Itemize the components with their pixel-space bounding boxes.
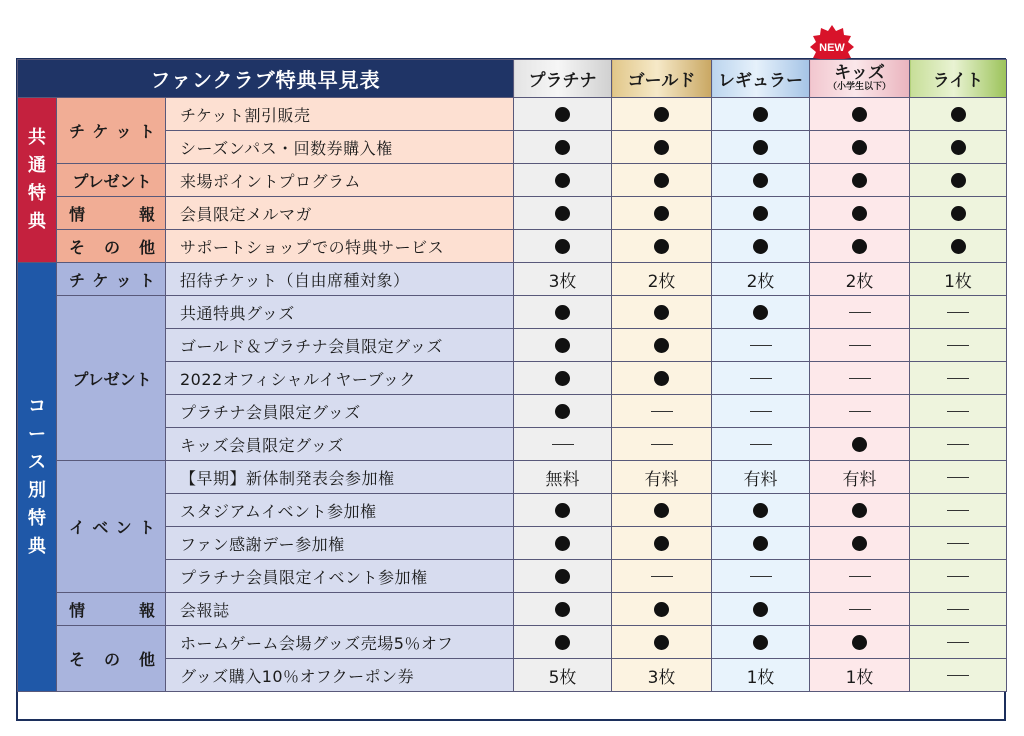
value-cell (612, 164, 712, 197)
dash-icon (750, 576, 772, 577)
filled-circle-icon (555, 338, 570, 353)
filled-circle-icon (555, 305, 570, 320)
filled-circle-icon (951, 206, 966, 221)
filled-circle-icon (852, 206, 867, 221)
filled-circle-icon (753, 536, 768, 551)
header-row (18, 60, 1007, 98)
group-char: 典 (28, 211, 46, 232)
filled-circle-icon (852, 503, 867, 518)
group-common (18, 98, 57, 263)
value-cell (514, 395, 612, 428)
value-cell (712, 527, 810, 560)
filled-circle-icon (951, 173, 966, 188)
value-cell (612, 626, 712, 659)
category-char: ケ (92, 122, 109, 141)
value-cell (910, 362, 1007, 395)
value-cell (514, 230, 612, 263)
value-cell (612, 494, 712, 527)
filled-circle-icon (852, 437, 867, 452)
value-cell (514, 164, 612, 197)
group-char: 別 (28, 480, 46, 501)
table-row (18, 263, 1007, 296)
value-cell (810, 428, 910, 461)
category-present (57, 296, 166, 461)
value-cell (612, 560, 712, 593)
benefit-label: ゴールド＆プラチナ会員限定グッズ (166, 329, 514, 362)
category-char: イ (69, 518, 86, 537)
category-char: の (103, 237, 120, 257)
value-cell (712, 626, 810, 659)
benefit-label: サポートショップでの特典サービス (166, 230, 514, 263)
dash-icon (849, 378, 871, 379)
value-cell (612, 131, 712, 164)
filled-circle-icon (852, 536, 867, 551)
filled-circle-icon (555, 173, 570, 188)
table-row (18, 626, 1007, 659)
value-cell: 1枚 (910, 263, 1007, 296)
dash-icon (947, 411, 969, 412)
filled-circle-icon (951, 140, 966, 155)
table-row (18, 593, 1007, 626)
dash-icon (947, 510, 969, 511)
benefit-label: 2022オフィシャルイヤーブック (166, 362, 514, 395)
filled-circle-icon (654, 503, 669, 518)
value-cell (514, 494, 612, 527)
filled-circle-icon (753, 602, 768, 617)
group-char: ー (28, 424, 46, 445)
dash-icon (651, 576, 673, 577)
value-cell (612, 197, 712, 230)
group-char: コ (28, 396, 46, 417)
value-cell (810, 329, 910, 362)
filled-circle-icon (555, 635, 570, 650)
category-char: 情 (69, 600, 86, 620)
dash-icon (849, 576, 871, 577)
benefit-label: キッズ会員限定グッズ (166, 428, 514, 461)
value-cell (612, 98, 712, 131)
filled-circle-icon (654, 107, 669, 122)
value-cell (514, 197, 612, 230)
table-row (18, 98, 1007, 131)
value-cell: 3枚 (514, 263, 612, 296)
category-char: ト (138, 518, 155, 537)
group-char: ス (28, 452, 46, 473)
category-char: ト (138, 122, 155, 141)
category-char: ベ (92, 518, 109, 537)
filled-circle-icon (555, 206, 570, 221)
filled-circle-icon (753, 140, 768, 155)
filled-circle-icon (753, 206, 768, 221)
value-cell (910, 560, 1007, 593)
category-char: そ (69, 650, 86, 669)
value-cell (612, 593, 712, 626)
dash-icon (849, 411, 871, 412)
dash-icon (947, 312, 969, 313)
filled-circle-icon (753, 503, 768, 518)
table-row (18, 296, 1007, 329)
category-char: 情 (69, 204, 86, 224)
value-cell (514, 98, 612, 131)
value-cell (712, 362, 810, 395)
group-char: 共 (28, 127, 46, 148)
filled-circle-icon (654, 338, 669, 353)
value-cell (810, 197, 910, 230)
category-char: そ (69, 237, 86, 257)
filled-circle-icon (951, 107, 966, 122)
table-title: ファンクラブ特典早見表 (18, 60, 514, 98)
dash-icon (947, 609, 969, 610)
dash-icon (947, 477, 969, 478)
value-cell: 有料 (612, 461, 712, 494)
value-cell (810, 494, 910, 527)
category-char: ン (115, 518, 132, 537)
filled-circle-icon (555, 239, 570, 254)
kids-label: キッズ (834, 63, 885, 83)
value-cell (910, 659, 1007, 692)
value-cell (810, 164, 910, 197)
value-cell (712, 395, 810, 428)
value-cell (712, 494, 810, 527)
filled-circle-icon (555, 140, 570, 155)
filled-circle-icon (654, 140, 669, 155)
category-info (57, 593, 166, 626)
value-cell (514, 428, 612, 461)
value-cell: 有料 (810, 461, 910, 494)
benefit-label: 来場ポイントプログラム (166, 164, 514, 197)
benefit-label: プラチナ会員限定グッズ (166, 395, 514, 428)
dash-icon (947, 675, 969, 676)
value-cell (612, 395, 712, 428)
table-row (18, 461, 1007, 494)
value-cell (910, 197, 1007, 230)
group-char: 通 (28, 155, 46, 176)
value-cell (910, 395, 1007, 428)
category-other (57, 626, 166, 692)
table-row (18, 230, 1007, 263)
value-cell (810, 296, 910, 329)
filled-circle-icon (654, 239, 669, 254)
value-cell (612, 329, 712, 362)
table-row (18, 395, 1007, 428)
table-row (18, 560, 1007, 593)
dash-icon (750, 411, 772, 412)
dash-icon (552, 444, 574, 445)
value-cell (514, 626, 612, 659)
value-cell (712, 131, 810, 164)
filled-circle-icon (753, 107, 768, 122)
value-cell (810, 593, 910, 626)
table-row (18, 362, 1007, 395)
value-cell (514, 329, 612, 362)
dash-icon (947, 345, 969, 346)
filled-circle-icon (654, 206, 669, 221)
benefit-label: ファン感謝デー参加権 (166, 527, 514, 560)
category-other (57, 230, 166, 263)
group-char: 特 (28, 183, 46, 204)
value-cell (712, 230, 810, 263)
value-cell (810, 527, 910, 560)
value-cell (910, 593, 1007, 626)
dash-icon (651, 411, 673, 412)
value-cell (910, 131, 1007, 164)
benefit-label: プラチナ会員限定イベント参加権 (166, 560, 514, 593)
value-cell (910, 461, 1007, 494)
benefit-label: 【早期】新体制発表会参加権 (166, 461, 514, 494)
benefits-table (17, 59, 1007, 692)
filled-circle-icon (555, 371, 570, 386)
filled-circle-icon (555, 503, 570, 518)
value-cell (712, 560, 810, 593)
value-cell (910, 527, 1007, 560)
value-cell (612, 527, 712, 560)
dash-icon (947, 642, 969, 643)
value-cell (910, 296, 1007, 329)
column-header-gold: ゴールド (612, 60, 712, 98)
value-cell (810, 560, 910, 593)
filled-circle-icon (654, 635, 669, 650)
benefit-label: グッズ購入10％オフクーポン券 (166, 659, 514, 692)
category-char: の (103, 650, 120, 669)
filled-circle-icon (654, 173, 669, 188)
column-header-regular: レギュラー (712, 60, 810, 98)
value-cell (514, 296, 612, 329)
filled-circle-icon (852, 635, 867, 650)
category-info (57, 197, 166, 230)
benefit-label: ホームゲーム会場グッズ売場5％オフ (166, 626, 514, 659)
value-cell (810, 98, 910, 131)
category-char: 他 (138, 237, 155, 257)
group-char: 典 (28, 536, 46, 557)
filled-circle-icon (555, 602, 570, 617)
value-cell (810, 131, 910, 164)
dash-icon (651, 444, 673, 445)
benefit-label: スタジアムイベント参加権 (166, 494, 514, 527)
value-cell (810, 362, 910, 395)
category-present (57, 164, 166, 197)
category-char: チ (69, 270, 86, 290)
value-cell (514, 131, 612, 164)
dash-icon (849, 345, 871, 346)
value-cell: 2枚 (612, 263, 712, 296)
value-cell (910, 329, 1007, 362)
table-row (18, 494, 1007, 527)
category-char: ト (138, 270, 155, 290)
value-cell (910, 98, 1007, 131)
filled-circle-icon (753, 173, 768, 188)
filled-circle-icon (852, 140, 867, 155)
value-cell (810, 626, 910, 659)
filled-circle-icon (753, 239, 768, 254)
filled-circle-icon (654, 305, 669, 320)
category-ticket (57, 98, 166, 164)
filled-circle-icon (753, 305, 768, 320)
table-row (18, 527, 1007, 560)
value-cell (712, 593, 810, 626)
benefit-label: 会員限定メルマガ (166, 197, 514, 230)
filled-circle-icon (852, 239, 867, 254)
category-text: プレゼント (72, 171, 152, 191)
table-row (18, 659, 1007, 692)
table-row (18, 164, 1007, 197)
value-cell (910, 494, 1007, 527)
filled-circle-icon (555, 404, 570, 419)
value-cell: 無料 (514, 461, 612, 494)
column-header-lite: ライト (910, 60, 1007, 98)
filled-circle-icon (654, 602, 669, 617)
column-header-platinum: プラチナ (514, 60, 612, 98)
dash-icon (947, 576, 969, 577)
table-row (18, 428, 1007, 461)
value-cell: 3枚 (612, 659, 712, 692)
value-cell (612, 428, 712, 461)
dash-icon (947, 543, 969, 544)
benefit-label: チケット割引販売 (166, 98, 514, 131)
benefit-label: シーズンパス・回数券購入権 (166, 131, 514, 164)
value-cell: 5枚 (514, 659, 612, 692)
dash-icon (849, 312, 871, 313)
category-event (57, 461, 166, 593)
dash-icon (750, 345, 772, 346)
filled-circle-icon (753, 635, 768, 650)
kids-age-note: （小学生以下） (828, 82, 892, 92)
value-cell: 有料 (712, 461, 810, 494)
category-ticket (57, 263, 166, 296)
table-row (18, 197, 1007, 230)
dash-icon (750, 444, 772, 445)
benefit-label: 共通特典グッズ (166, 296, 514, 329)
column-header-kids (810, 60, 910, 98)
value-cell (514, 593, 612, 626)
group-char: 特 (28, 508, 46, 529)
value-cell (712, 428, 810, 461)
filled-circle-icon (555, 569, 570, 584)
value-cell (712, 98, 810, 131)
value-cell (910, 230, 1007, 263)
dash-icon (849, 609, 871, 610)
value-cell (612, 362, 712, 395)
value-cell (712, 296, 810, 329)
value-cell (910, 626, 1007, 659)
value-cell (712, 164, 810, 197)
category-char: 他 (138, 650, 155, 669)
filled-circle-icon (852, 107, 867, 122)
value-cell (712, 329, 810, 362)
filled-circle-icon (555, 107, 570, 122)
category-char: 報 (138, 204, 155, 224)
filled-circle-icon (555, 536, 570, 551)
value-cell (514, 362, 612, 395)
benefit-label: 会報誌 (166, 593, 514, 626)
new-badge-text: NEW (819, 42, 845, 54)
dash-icon (947, 378, 969, 379)
value-cell: 1枚 (712, 659, 810, 692)
value-cell (612, 230, 712, 263)
group-course (18, 263, 57, 692)
dash-icon (947, 444, 969, 445)
filled-circle-icon (654, 371, 669, 386)
value-cell (810, 230, 910, 263)
value-cell (910, 428, 1007, 461)
filled-circle-icon (951, 239, 966, 254)
dash-icon (750, 378, 772, 379)
value-cell (514, 527, 612, 560)
benefit-label: 招待チケット（自由席種対象） (166, 263, 514, 296)
filled-circle-icon (852, 173, 867, 188)
value-cell (910, 164, 1007, 197)
value-cell: 2枚 (810, 263, 910, 296)
filled-circle-icon (654, 536, 669, 551)
table-row (18, 329, 1007, 362)
category-char: ッ (115, 270, 132, 290)
category-char: ケ (92, 270, 109, 290)
category-text: プレゼント (72, 369, 152, 389)
value-cell (612, 296, 712, 329)
value-cell (712, 197, 810, 230)
table-row (18, 131, 1007, 164)
category-char: チ (69, 122, 86, 141)
category-char: 報 (138, 600, 155, 620)
category-char: ッ (115, 122, 132, 141)
value-cell (810, 395, 910, 428)
value-cell: 1枚 (810, 659, 910, 692)
value-cell (514, 560, 612, 593)
value-cell: 2枚 (712, 263, 810, 296)
